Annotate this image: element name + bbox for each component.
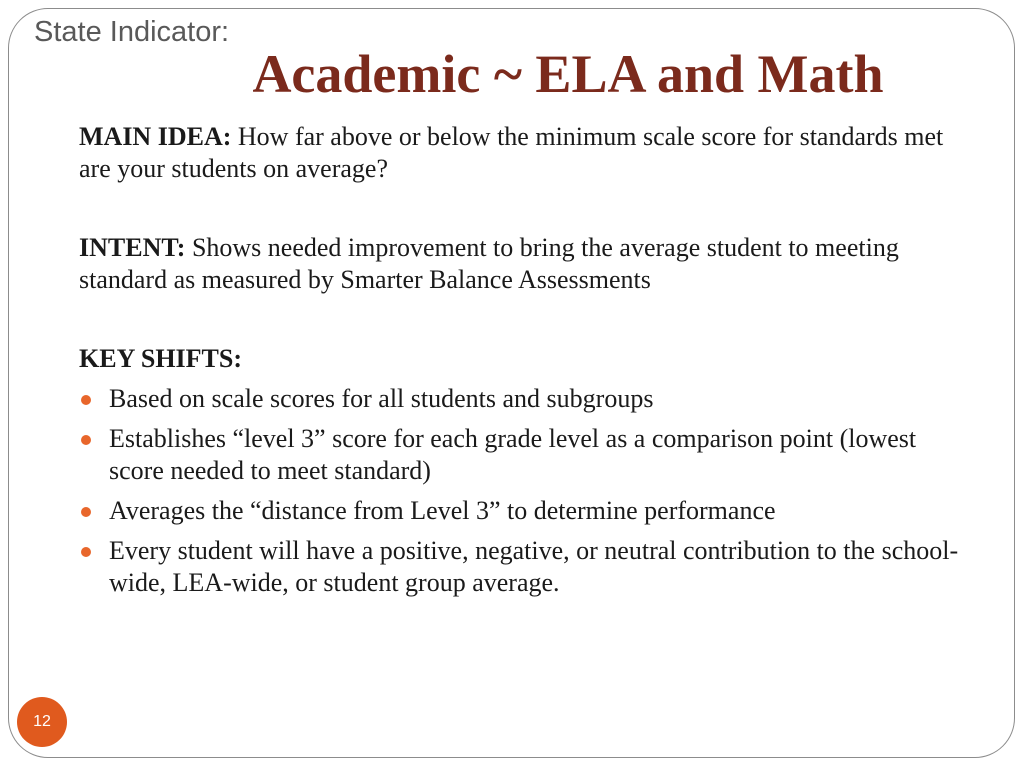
bullet-icon	[81, 507, 91, 517]
intent-label: INTENT:	[79, 233, 186, 262]
bullet-icon	[81, 547, 91, 557]
slide-subtitle: State Indicator:	[34, 16, 230, 48]
main-idea-label: MAIN IDEA:	[79, 122, 232, 151]
slide-content	[79, 121, 959, 607]
list-item-text: Establishes “level 3” score for each grade level as a comparison point (lowest score needed to meet standard)	[109, 424, 917, 485]
list-item	[79, 495, 959, 527]
list-item-text: Based on scale scores for all students and subgroups	[109, 384, 654, 413]
main-idea-text: How far above or below the minimum scale score for standards met are your students on average?	[79, 122, 944, 183]
list-item-text: Every student will have a positive, negative, or neutral contribution to the school-wide, LEA-wide, or student group average.	[109, 536, 959, 597]
intent-text: Shows needed improvement to bring the average student to meeting standard as measured by Smarter Balance Assessments	[79, 233, 899, 294]
slide-title: Academic ~ ELA and Math	[252, 44, 884, 104]
bullet-icon	[81, 395, 91, 405]
page-number-badge: 12	[17, 697, 67, 747]
intent-paragraph	[79, 232, 959, 296]
list-item	[79, 423, 959, 487]
key-shifts-heading: KEY SHIFTS:	[79, 344, 243, 373]
list-item	[79, 383, 959, 415]
key-shifts-list	[79, 383, 959, 599]
main-idea-paragraph	[79, 121, 959, 185]
list-item	[79, 535, 959, 599]
bullet-icon	[81, 435, 91, 445]
list-item-text: Averages the “distance from Level 3” to determine performance	[109, 496, 776, 525]
